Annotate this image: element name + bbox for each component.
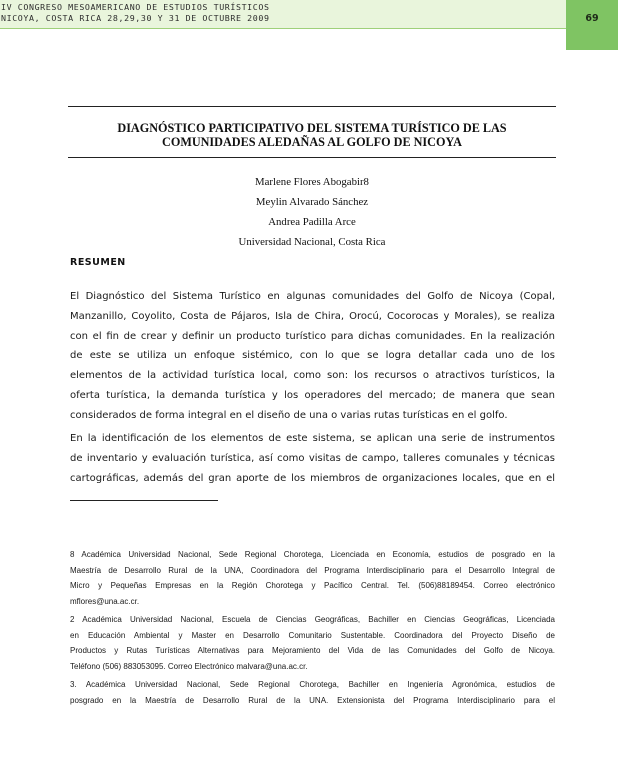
footnote-line: 8 Académica Universidad Nacional, Sede Regional Chorotega, Licenciada en Economía, estudios de posgrado en la xyxy=(70,550,555,559)
footnote-line: Productos y Rutas Turísticas Alternativas para Mejoramiento del Vida de las Comunidades del Golfo de Nicoya. xyxy=(70,646,555,656)
footnote-3 xyxy=(70,677,555,708)
page-number-tab xyxy=(566,0,618,50)
running-header xyxy=(0,0,566,29)
paper-title-line: DIAGNÓSTICO PARTICIPATIVO DEL SISTEMA TURÍSTICO DE LAS xyxy=(117,121,507,135)
footnote-line: 3. Académica Universidad Nacional, Sede Regional Chorotega, Bachiller en Ingeniería Agronómica, estudios de xyxy=(70,680,555,689)
title-bottom-rule xyxy=(68,157,556,158)
author-name: Andrea Padilla Arce xyxy=(268,216,356,228)
text-line: cartográficas, además del gran aporte de los miembros de organizaciones locales, que en el xyxy=(70,472,555,484)
title-top-rule xyxy=(68,106,556,107)
header-conference-place-date: NICOYA, COSTA RICA 28,29,30 Y 31 DE OCTUBRE 2009 xyxy=(1,13,270,23)
text-line: elementos de la actividad turística local, como son: los recursos o atractivos turísticos, la xyxy=(70,370,555,382)
footnote-line: 2 Académica Universidad Nacional, Escuela de Ciencias Geográficas, Bachiller en Ciencias Geográficas, Licenciada xyxy=(70,615,555,624)
footnote-2 xyxy=(70,612,555,674)
paper-title-line: COMUNIDADES ALEDAÑAS AL GOLFO DE NICOYA xyxy=(162,135,462,149)
text-line: considerados de forma integral en el diseño de una o varias rutas turísticas en el golfo. xyxy=(70,409,508,421)
text-line: de inventario y evaluación turística, así como visitas de campo, talleres comunales y técnicas xyxy=(70,452,555,464)
text-line: de este se utiliza un enfoque sistémico, con lo que se logra detallar cada uno de los xyxy=(70,350,555,362)
text-line: oferta turística, la demanda turística y los operadores del mercado; de manera que sean xyxy=(70,389,555,401)
abstract-paragraph-2 xyxy=(70,429,555,488)
footnote-line: mflores@una.ac.cr. xyxy=(70,596,140,606)
footnote-1 xyxy=(70,547,555,609)
text-line: Manzanillo, Coyolito, Costa de Pájaros, Isla de Chira, Orocú, Cocorocas y Morales), se realiza xyxy=(70,310,555,322)
page-number: 69 xyxy=(585,13,599,24)
text-line: El Diagnóstico del Sistema Turístico en algunas comunidades del Golfo de Nicoya (Copal, xyxy=(70,291,555,302)
header-conference-name: IV CONGRESO MESOAMERICANO DE ESTUDIOS TURÍSTICOS xyxy=(1,2,270,12)
footnote-line: Teléfono (506) 883053095. Correo Electrónico malvara@una.ac.cr. xyxy=(70,661,308,671)
author-name: Meylin Alvarado Sánchez xyxy=(255,196,369,208)
footnote-separator xyxy=(70,500,218,501)
paper-title xyxy=(68,121,556,149)
abstract-heading: RESUMEN xyxy=(70,257,126,268)
text-line: con el fin de crear y definir un producto turístico para dichas comunidades. En la realización xyxy=(70,330,555,342)
footnote-line: Micro y Pequeñas Empresas en la Región Chorotega y Pacífico Central. Tel. (506)88189454. Correo electrónico xyxy=(70,581,555,591)
text-line: En la identificación de los elementos de este sistema, se aplican una serie de instrumentos xyxy=(70,433,555,444)
footnote-line: posgrado en la Maestría de Desarrollo Rural de la UNA. Extensionista del Programa Interdisciplinario para el xyxy=(70,695,555,705)
abstract-paragraph-1 xyxy=(70,287,555,426)
author-name: Marlene Flores Abogabir8 xyxy=(255,176,369,188)
footnote-line: en Educación Ambiental y Master en Desarrollo Comunitario Sustentable. Coordinadora del Proyecto Diseño de xyxy=(70,630,555,640)
footnote-line: Maestría de Desarrollo Rural de la UNA, Coordinadora del Programa Interdisciplinario para el Desarrollo Integral de xyxy=(70,565,555,575)
author-affiliation: Universidad Nacional, Costa Rica xyxy=(238,236,386,248)
